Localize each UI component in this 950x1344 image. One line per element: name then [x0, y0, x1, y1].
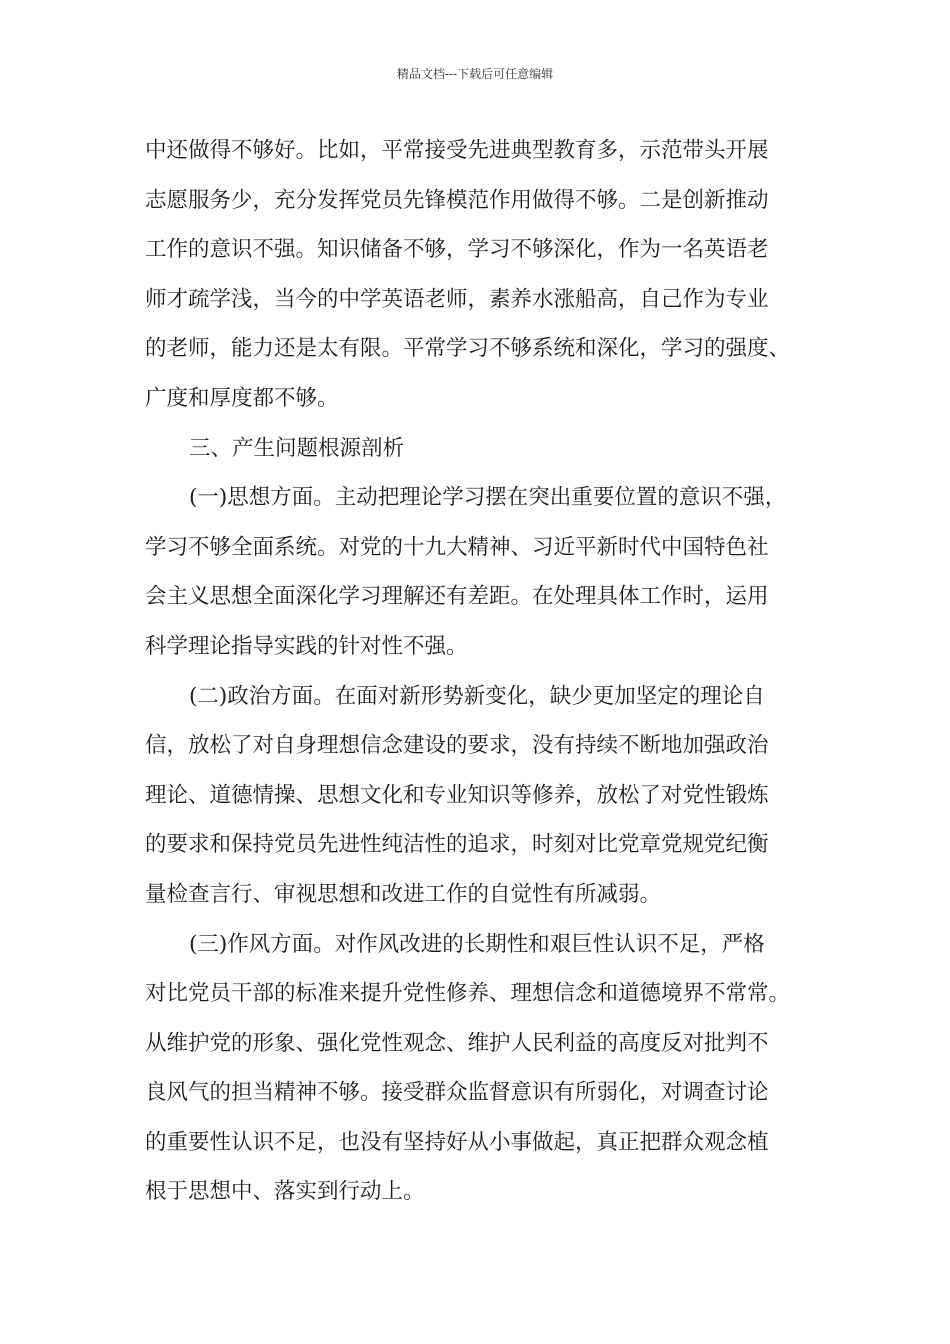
text-line: 师才疏学浅，当今的中学英语老师，素养水涨船高，自己作为专业 — [145, 286, 769, 312]
text-line: 中还做得不够好。比如，平常接受先进典型教育多，示范带头开展 — [145, 138, 769, 163]
text-line: 对比党员干部的标准来提升党性修养、理想信念和道德境界不常常。 — [145, 981, 791, 1007]
document-body — [145, 126, 835, 1217]
text-line: 的老师，能力还是太有限。平常学习不够系统和深化，学习的强度、 — [145, 336, 791, 362]
page-header: 精品文档---下载后可任意编辑 — [396, 67, 554, 81]
text-line: 量检查言行、审视思想和改进工作的自觉性有所减弱。 — [145, 881, 662, 907]
text-line: 志愿服务少，充分发挥党员先锋模范作用做得不够。二是创新推动 — [145, 187, 769, 213]
paragraph-first-line: (一)思想方面。主动把理论学习摆在突出重要位置的意识不强， — [189, 485, 787, 511]
text-line: 理论、道德情操、思想文化和专业知识等修养，放松了对党性锻炼 — [145, 782, 769, 808]
text-line: 信，放松了对自身理想信念建设的要求，没有持续不断地加强政治 — [145, 733, 769, 759]
text-line: 的重要性认识不足，也没有坚持好从小事做起，真正把群众观念植 — [145, 1129, 769, 1155]
text-line: 的要求和保持党员先进性纯洁性的追求，时刻对比党章党规党纪衡 — [145, 832, 769, 858]
text-line: 广度和厚度都不够。 — [145, 385, 339, 411]
text-line: 科学理论指导实践的针对性不强。 — [145, 633, 468, 659]
paragraph-first-line: (三)作风方面。对作风改进的长期性和艰巨性认识不足，严格 — [189, 931, 765, 957]
section-heading: 三、产生问题根源剖析 — [189, 435, 405, 461]
text-line: 学习不够全面系统。对党的十九大精神、习近平新时代中国特色社 — [145, 534, 769, 560]
text-line: 良风气的担当精神不够。接受群众监督意识有所弱化，对调查讨论 — [145, 1080, 769, 1106]
text-line: 根于思想中、落实到行动上。 — [145, 1179, 425, 1205]
paragraph-first-line: (二)政治方面。在面对新形势新变化，缺少更加坚定的理论自 — [189, 683, 765, 709]
text-line: 从维护党的形象、强化党性观念、维护人民利益的高度反对批判不 — [145, 1030, 769, 1056]
text-line: 会主义思想全面深化学习理解还有差距。在处理具体工作时，运用 — [145, 584, 769, 610]
text-line: 工作的意识不强。知识储备不够，学习不够深化，作为一名英语老 — [145, 237, 769, 263]
